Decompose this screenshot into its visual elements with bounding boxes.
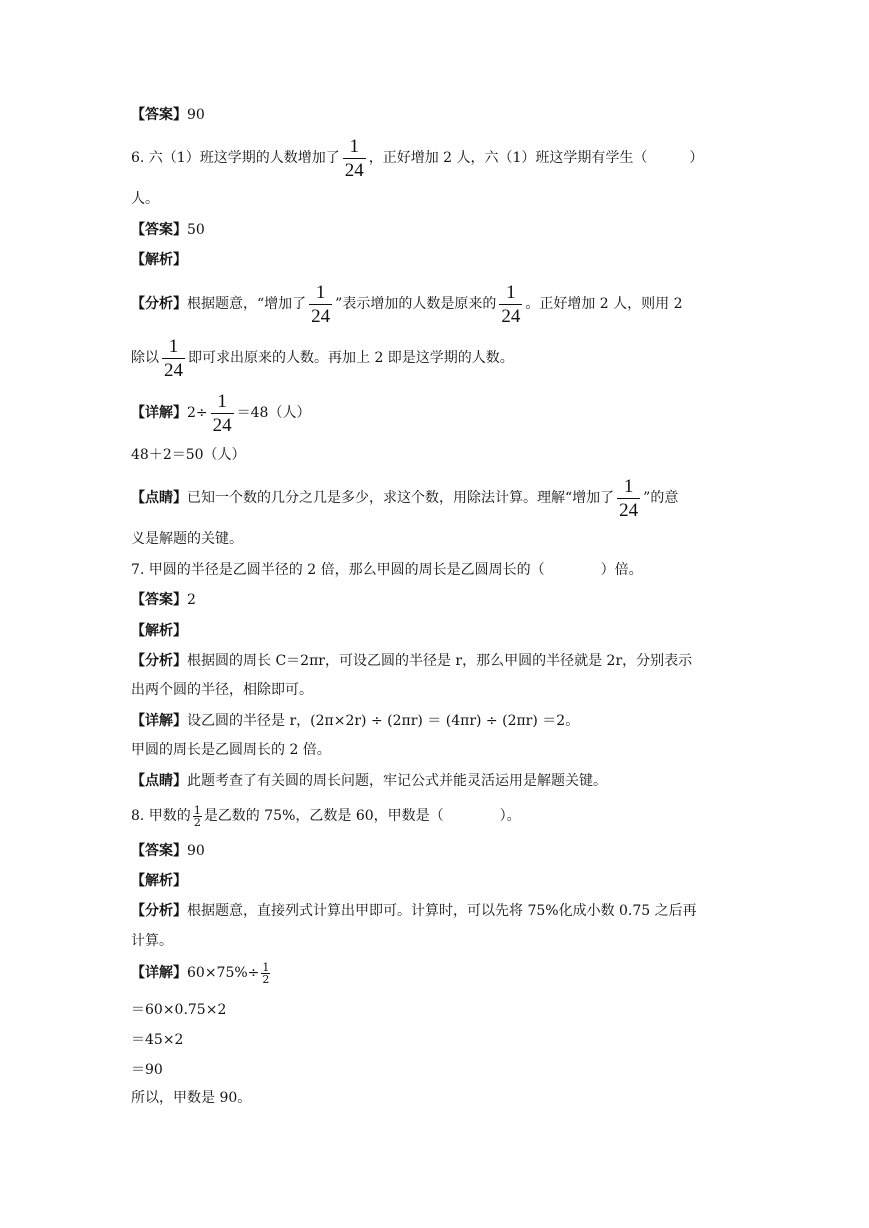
analysis-line: 【分析】根据题意，“增加了 $\frac{1}{24}$ ”表示增加的人数是原来的 $\frac{1}{24}$ 。正好增加 2 人，则用 2: [131, 281, 683, 327]
detail-label: 【详解】: [131, 965, 187, 981]
fraction: $\frac{1}{24}$: [501, 281, 521, 327]
detail-line: 【详解】设乙圆的半径是 r，(2π×2r) ÷ (2πr) ＝ (4πr) ÷ (2πr) ＝2。: [131, 713, 580, 729]
answer-value: 2: [187, 592, 196, 608]
detail-line: 甲圆的周长是乙圆周长的 2 倍。: [131, 742, 331, 758]
fraction: $\frac{1}{2}$: [262, 960, 270, 986]
analysis-line: 计算。: [131, 933, 173, 949]
analysis-label: 【分析】: [131, 653, 187, 669]
analysis-line: 【分析】根据圆的周长 C＝2πr，可设乙圆的半径是 r，那么甲圆的半径就是 2r，分别表示: [131, 653, 693, 669]
analysis-line: 【分析】根据题意，直接列式计算出甲即可。计算时，可以先将 75%化成小数 0.75 之后再: [131, 903, 697, 919]
answer-label: 【答案】: [131, 592, 187, 608]
detail-label: 【详解】: [131, 713, 187, 729]
question-text: 6. 六（1）班这学期的人数增加了: [131, 150, 340, 166]
detail-line: 【详解】60×75%÷ $\frac{1}{2}$: [131, 960, 270, 986]
question-8: 8. 甲数的 $\frac{1}{2}$ 是乙数的 75%，乙数是 60，甲数是（ ）。: [131, 803, 521, 829]
detail-line: ＝90: [131, 1062, 163, 1078]
answer-value: 50: [187, 222, 205, 238]
analysis-label: 【分析】: [131, 296, 187, 312]
detail-line: ＝60×0.75×2: [131, 1002, 227, 1018]
fraction: $\frac{1}{24}$: [164, 335, 183, 381]
analysis-heading: 【解析】: [131, 252, 187, 268]
analysis-heading: 【解析】: [131, 623, 187, 639]
answer-value: 90: [187, 843, 205, 859]
question-text: ，正好增加 2 人，六（1）班这学期有学生（ ）: [368, 150, 704, 166]
detail-line: 48＋2＝50（人）: [131, 447, 246, 463]
answer-label: 【答案】: [131, 107, 187, 123]
fraction: $\frac{1}{2}$: [193, 803, 201, 829]
answer-line: [131, 841, 205, 861]
comment-label: 【点睛】: [131, 773, 187, 789]
comment-line: 【点睛】已知一个数的几分之几是多少，求这个数，用除法计算。理解“增加了 $\frac{1}{24}$ ”的意: [131, 475, 679, 521]
fraction: $\frac{1}{24}$: [311, 281, 331, 327]
analysis-line: 出两个圆的半径，相除即可。: [131, 682, 313, 698]
conclusion-line: 所以，甲数是 90。: [131, 1090, 252, 1106]
detail-line: 【详解】2÷ $\frac{1}{24}$ ＝48（人）: [131, 390, 311, 436]
question-6-cont: 人。: [131, 191, 159, 207]
comment-label: 【点睛】: [131, 490, 187, 506]
analysis-line: 除以 $\frac{1}{24}$ 即可求出原来的人数。再加上 2 即是这学期的人数。: [131, 335, 514, 381]
answer-line: [131, 590, 196, 610]
answer-value: 90: [187, 107, 205, 123]
fraction: $\frac{1}{24}$: [344, 135, 364, 181]
answer-line: [131, 105, 205, 125]
answer-line: [131, 220, 205, 240]
fraction: $\frac{1}{24}$: [619, 475, 639, 521]
detail-line: ＝45×2: [131, 1032, 184, 1048]
analysis-heading: 【解析】: [131, 873, 187, 889]
answer-label: 【答案】: [131, 843, 187, 859]
detail-label: 【详解】: [131, 405, 187, 421]
comment-line: 义是解题的关键。: [131, 531, 243, 547]
analysis-label: 【分析】: [131, 903, 187, 919]
question-7: 7. 甲圆的半径是乙圆半径的 2 倍，那么甲圆的周长是乙圆周长的（ ）倍。: [131, 562, 643, 578]
comment-line: 【点睛】此题考查了有关圆的周长问题，牢记公式并能灵活运用是解题关键。: [131, 773, 607, 789]
question-6: [131, 136, 703, 180]
fraction: $\frac{1}{24}$: [212, 390, 232, 436]
answer-label: 【答案】: [131, 222, 187, 238]
